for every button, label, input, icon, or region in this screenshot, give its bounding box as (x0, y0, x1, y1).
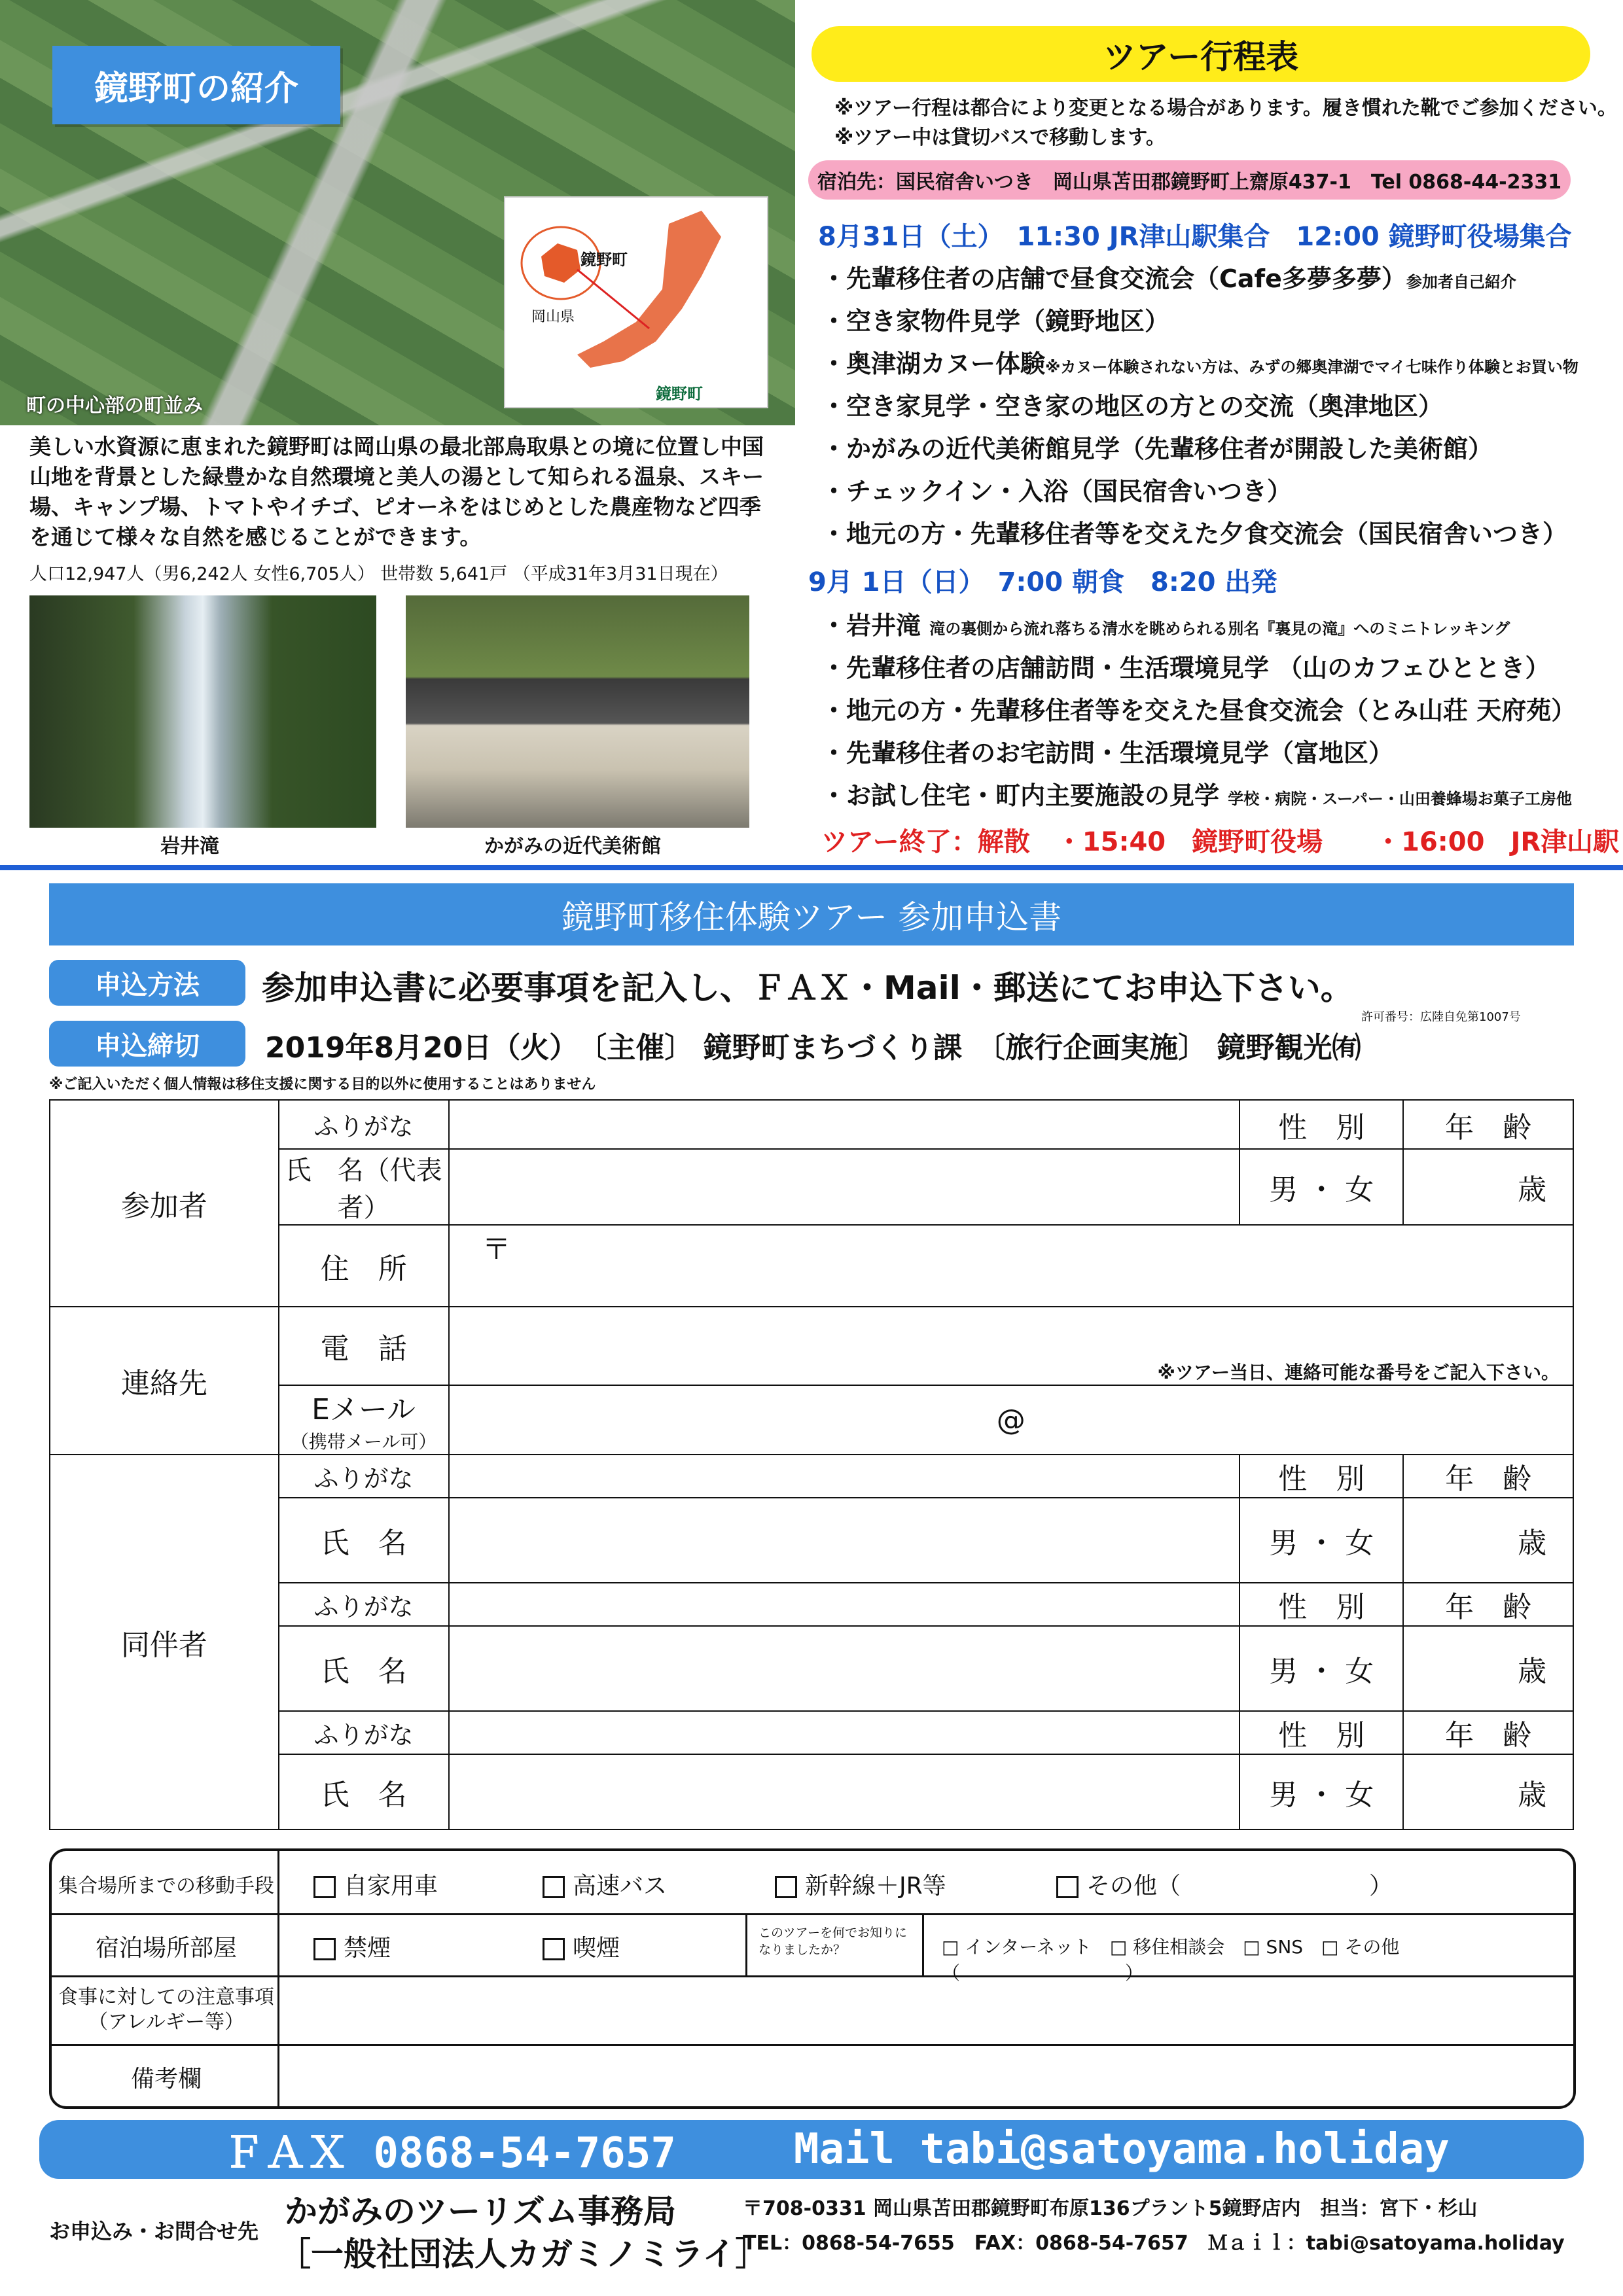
day2-heading: 9月 1日（日） 7:00 朝食 8:20 出発 (808, 567, 1277, 597)
gender-options[interactable]: 男 ・ 女 (1240, 1754, 1403, 1829)
furigana-input[interactable] (449, 1100, 1240, 1149)
email-input[interactable]: @ (449, 1385, 1573, 1455)
list-item: ・岩井滝 滝の裏側から流れ落ちる清水を眺められる別名『裏見の滝』へのミニトレッキング (821, 611, 1510, 640)
deadline-text: 2019年8月20日（火） 〔主催〕 鏡野町まちづくり課 〔旅行企画実施〕 鏡野観光㈲ (265, 1031, 1361, 1065)
waterfall-photo (29, 595, 376, 828)
list-item: ・地元の方・先輩移住者等を交えた夕食交流会（国民宿舎いつき） (821, 520, 1568, 548)
permit-number: 許可番号：広陸自免第1007号 (1361, 1010, 1521, 1024)
furigana-input[interactable] (449, 1583, 1240, 1626)
contact-label: 連絡先 (50, 1307, 279, 1455)
checkbox-icon[interactable] (313, 1876, 336, 1898)
fax-number[interactable]: ＦＡＸ 0868-54-7657 (223, 2129, 676, 2178)
name-input[interactable] (449, 1149, 1240, 1225)
transport-option-bus[interactable]: 高速バス (543, 1867, 667, 1901)
age-label: 年 齢 (1403, 1583, 1573, 1626)
age-label: 年 齢 (1403, 1711, 1573, 1754)
name-rep-label: 氏 名（代表者） (279, 1149, 449, 1225)
population-info: 人口12,947人（男6,242人 女性6,705人） 世帯数 5,641戸 （平成31年3月31日現在） (29, 564, 728, 584)
furigana-input[interactable] (449, 1711, 1240, 1754)
form-title: 鏡野町移住体験ツアー 参加申込書 (49, 883, 1574, 945)
day1-list (821, 258, 1578, 556)
japan-map (504, 196, 768, 408)
list-item: ・チェックイン・入浴（国民宿舎いつき） (821, 477, 1292, 506)
furigana-input[interactable] (449, 1455, 1240, 1498)
tour-title: ツアー行程表 (812, 26, 1590, 82)
method-text: 参加申込書に必要事項を記入し、ＦＡＸ・Mail・郵送にてお申込下さい。 (262, 969, 1353, 1007)
photo2-caption: かがみの近代美術館 (484, 835, 661, 858)
furigana-label: ふりがな (279, 1455, 449, 1498)
map-icon (505, 198, 767, 407)
name-input[interactable] (449, 1498, 1240, 1583)
footer-address: 〒708-0331 岡山県苫田郡鏡野町布原136プラント5鏡野店内 担当：宮下・杉山 (743, 2197, 1478, 2220)
town-logo: 鏡野町 (656, 385, 703, 403)
participant-label: 参加者 (50, 1100, 279, 1307)
gender-label: 性 別 (1240, 1100, 1403, 1149)
tour-end: ツアー終了：解散 ・15:40 鏡野町役場 ・16:00 JR津山駅 (821, 827, 1620, 857)
checkbox-icon[interactable] (543, 1876, 565, 1898)
checkbox-icon[interactable] (313, 1938, 336, 1960)
address-label: 住 所 (279, 1225, 449, 1307)
companion-label: 同伴者 (50, 1455, 279, 1829)
map-pref-label: 岡山県 (531, 309, 575, 325)
section-divider (0, 865, 1623, 870)
options-box (49, 1848, 1576, 2109)
gender-options[interactable]: 男 ・ 女 (1240, 1149, 1403, 1225)
privacy-note: ※ご記入いただく個人情報は移住支援に関する目的以外に使用することはありません (49, 1076, 596, 1093)
transport-option-car[interactable]: 自家用車 (313, 1867, 438, 1901)
checkbox-icon[interactable] (543, 1938, 565, 1960)
transport-option-train[interactable]: 新幹線＋JR等 (775, 1867, 946, 1901)
tour-note-1: ※ツアー行程は都合により変更となる場合があります。履き慣れた靴でご参加ください。 (834, 97, 1617, 120)
transport-label: 集合場所までの移動手段 (58, 1875, 274, 1898)
gender-options[interactable]: 男 ・ 女 (1240, 1498, 1403, 1583)
room-option-smoking[interactable]: 喫煙 (543, 1930, 620, 1963)
gender-options[interactable]: 男 ・ 女 (1240, 1626, 1403, 1711)
name-label: 氏 名 (279, 1754, 449, 1829)
org-name: かがみのツーリズム事務局 (285, 2193, 676, 2231)
list-item: ・空き家見学・空き家の地区の方との交流（奥津地区） (821, 392, 1444, 421)
list-item: ・空き家物件見学（鏡野地区） (821, 307, 1170, 336)
name-label: 氏 名 (279, 1498, 449, 1583)
checkbox-icon[interactable] (1056, 1876, 1079, 1898)
list-item: ・地元の方・先輩移住者等を交えた昼食交流会（とみ山荘 天府苑） (821, 696, 1577, 725)
lodging-info: 宿泊先：国民宿舎いつき 岡山県苫田郡鏡野町上齋原437-1 Tel 0868-44-2331 (808, 160, 1571, 200)
org-legal-name: ［一般社団法人カガミノミライ］ (278, 2235, 768, 2273)
meal-label: 食事に対しての注意事項（アレルギー等） (58, 1986, 274, 2034)
list-item: ・先輩移住者の店舗で昼食交流会（Cafe多夢多夢）参加者自己紹介 (821, 264, 1516, 293)
fax-mail-bar (39, 2120, 1584, 2179)
map-town-label: 鏡野町 (580, 251, 628, 269)
phone-label: 電 話 (279, 1307, 449, 1385)
age-unit[interactable]: 歳 (1403, 1754, 1573, 1829)
intro-banner: 鏡野町の紹介 (52, 46, 340, 124)
list-item: ・お試し住宅・町内主要施設の見学 学校・病院・スーパー・山田養蜂場お菓子工房他 (821, 781, 1572, 810)
remarks-label: 備考欄 (130, 2066, 202, 2093)
mail-address[interactable]: Mail tabi@satoyama.holiday (793, 2125, 1450, 2174)
aerial-caption: 町の中心部の町並み (26, 395, 203, 417)
furigana-label: ふりがな (279, 1100, 449, 1149)
name-input[interactable] (449, 1754, 1240, 1829)
checkbox-icon[interactable] (775, 1876, 797, 1898)
list-item: ・奥津湖カヌー体験※カヌー体験されない方は、みずの郷奥津湖でマイ七味作り体験とお買い物 (821, 349, 1578, 378)
list-item: ・先輩移住者の店舗訪問・生活環境見学 （山のカフェひととき） (821, 654, 1550, 682)
email-label: Eメール （携帯メール可） (279, 1385, 449, 1455)
intro-text: 美しい水資源に恵まれた鏡野町は岡山県の最北部鳥取県との境に位置し中国山地を背景とした緑豊かな自然環境と美人の湯として知られる温泉、スキー場、キャンプ場、トマトやイチゴ、ピオーネをはじめとした農産物など四季を通じて様々な自然を感じることができます。 (29, 434, 764, 550)
name-label: 氏 名 (279, 1626, 449, 1711)
list-item: ・先輩移住者のお宅訪問・生活環境見学（富地区） (821, 739, 1394, 768)
method-tag: 申込方法 (49, 960, 245, 1006)
room-label: 宿泊場所部屋 (95, 1935, 237, 1962)
name-input[interactable] (449, 1626, 1240, 1711)
deadline-tag: 申込締切 (49, 1021, 245, 1067)
room-option-nonsmoking[interactable]: 禁煙 (313, 1930, 391, 1963)
howknow-label: このツアーを何でお知りになりましたか？ (758, 1926, 908, 1957)
age-label: 年 齢 (1403, 1100, 1573, 1149)
list-item: ・かがみの近代美術館見学（先輩移住者が開設した美術館） (821, 434, 1493, 463)
photo1-caption: 岩井滝 (160, 835, 219, 858)
age-unit[interactable]: 歳 (1403, 1626, 1573, 1711)
address-input[interactable]: 〒 (449, 1225, 1573, 1307)
day1-heading: 8月31日（土） 11:30 JR津山駅集合 12:00 鏡野町役場集合 (818, 222, 1572, 252)
furigana-label: ふりがな (279, 1711, 449, 1754)
applicant-table (49, 1099, 1574, 1830)
age-label: 年 齢 (1403, 1455, 1573, 1498)
museum-photo (406, 595, 749, 828)
furigana-label: ふりがな (279, 1583, 449, 1626)
inquiry-label: お申込み・お問合せ先 (49, 2219, 259, 2244)
tour-note-2: ※ツアー中は貸切バスで移動します。 (834, 126, 1166, 149)
gender-label: 性 別 (1240, 1455, 1403, 1498)
phone-input[interactable]: ※ツアー当日、連絡可能な番号をご記入下さい。 (449, 1307, 1573, 1385)
age-unit[interactable]: 歳 (1403, 1149, 1573, 1225)
howknow-options[interactable]: □ インターネット □ 移住相談会 □ SNS □ その他（ ） (942, 1936, 1400, 1984)
gender-label: 性 別 (1240, 1711, 1403, 1754)
transport-option-other[interactable]: その他（ ） (1056, 1867, 1393, 1901)
footer-contact: TEL：0868-54-7655 FAX：0868-54-7657 Ｍａｉｌ：tabi@satoyama.holiday (743, 2232, 1565, 2255)
day2-list (821, 605, 1576, 818)
age-unit[interactable]: 歳 (1403, 1498, 1573, 1583)
gender-label: 性 別 (1240, 1583, 1403, 1626)
